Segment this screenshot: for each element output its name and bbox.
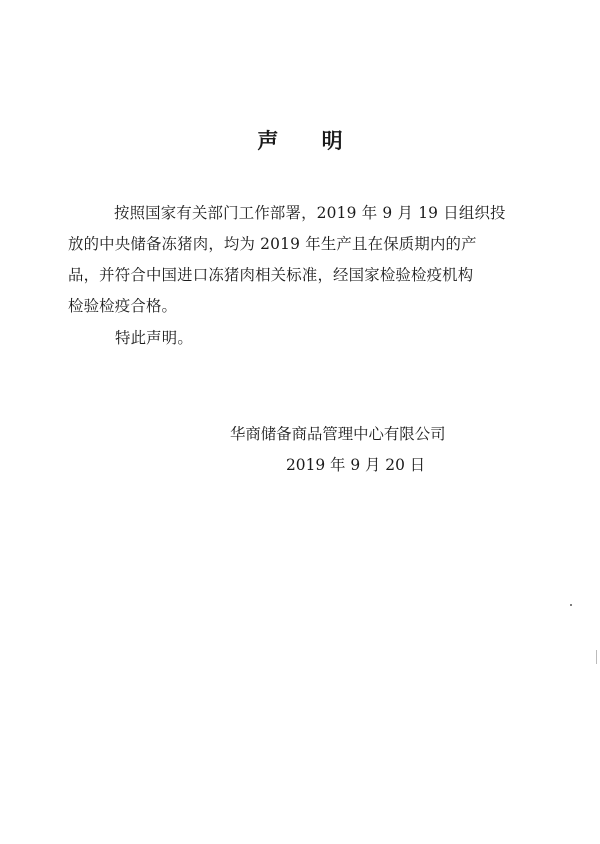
- closing-paragraph: 特此声明。: [115, 329, 193, 347]
- statement-paragraph: [68, 198, 506, 322]
- scan-speck: [570, 604, 572, 606]
- signature-organization: 华商储备商品管理中心有限公司: [230, 425, 446, 443]
- document-title: 声 明: [257, 128, 361, 153]
- signature-date: 2019 年 9 月 20 日: [286, 456, 426, 474]
- paragraph-line: 品，并符合中国进口冻猪肉相关标准，经国家检验检疫机构: [68, 266, 474, 284]
- scan-speck: [596, 650, 597, 664]
- paragraph-line: 放的中央储备冻猪肉，均为 2019 年生产且在保质期内的产: [68, 235, 477, 253]
- paragraph-line: 按照国家有关部门工作部署，2019 年 9 月 19 日组织投: [114, 204, 506, 222]
- paragraph-line: 检验检疫合格。: [68, 297, 178, 315]
